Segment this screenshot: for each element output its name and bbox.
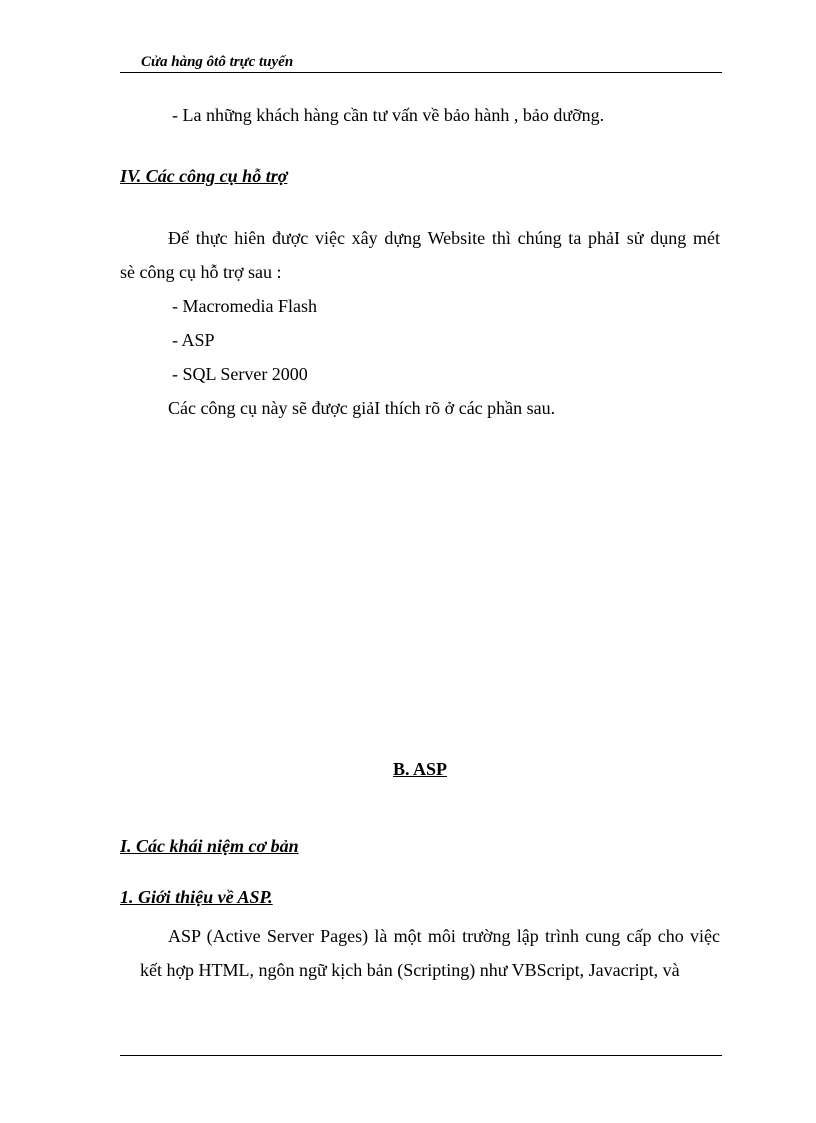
tool-list-item: - ASP bbox=[172, 330, 215, 350]
tool-list-item: - SQL Server 2000 bbox=[172, 364, 308, 384]
asp-paragraph-line-1: ASP (Active Server Pages) là một môi trường lập trình cung cấp cho việc bbox=[168, 926, 720, 946]
footer-divider bbox=[120, 1055, 722, 1056]
asp-paragraph-line-2: kết hợp HTML, ngôn ngữ kịch bản (Scripting) như VBScript, Javacript, và bbox=[140, 960, 680, 980]
page-header-title: Cửa hàng ôtô trực tuyến bbox=[141, 54, 294, 70]
section-b-title: B. ASP bbox=[392, 759, 448, 779]
tools-closing-text: Các công cụ này sẽ được giảI thích rõ ở các phần sau. bbox=[168, 398, 556, 418]
customer-line: - La những khách hàng cần tư vấn về bảo hành , bảo dưỡng. bbox=[172, 105, 605, 125]
tool-list-item: - Macromedia Flash bbox=[172, 296, 317, 316]
subsection-heading-asp-intro: 1. Giới thiệu về ASP. bbox=[120, 887, 273, 907]
header-divider bbox=[120, 72, 722, 73]
intro-paragraph-line-1: Để thực hiên được việc xây dựng Website thì chúng ta phảI sử dụng mét bbox=[168, 228, 720, 248]
section-heading-tools: IV. Các công cụ hỗ trợ bbox=[120, 166, 288, 186]
section-heading-basic-concepts: I. Các khái niệm cơ bản bbox=[120, 836, 299, 856]
intro-paragraph-line-2: sè công cụ hỗ trợ sau : bbox=[120, 262, 282, 282]
